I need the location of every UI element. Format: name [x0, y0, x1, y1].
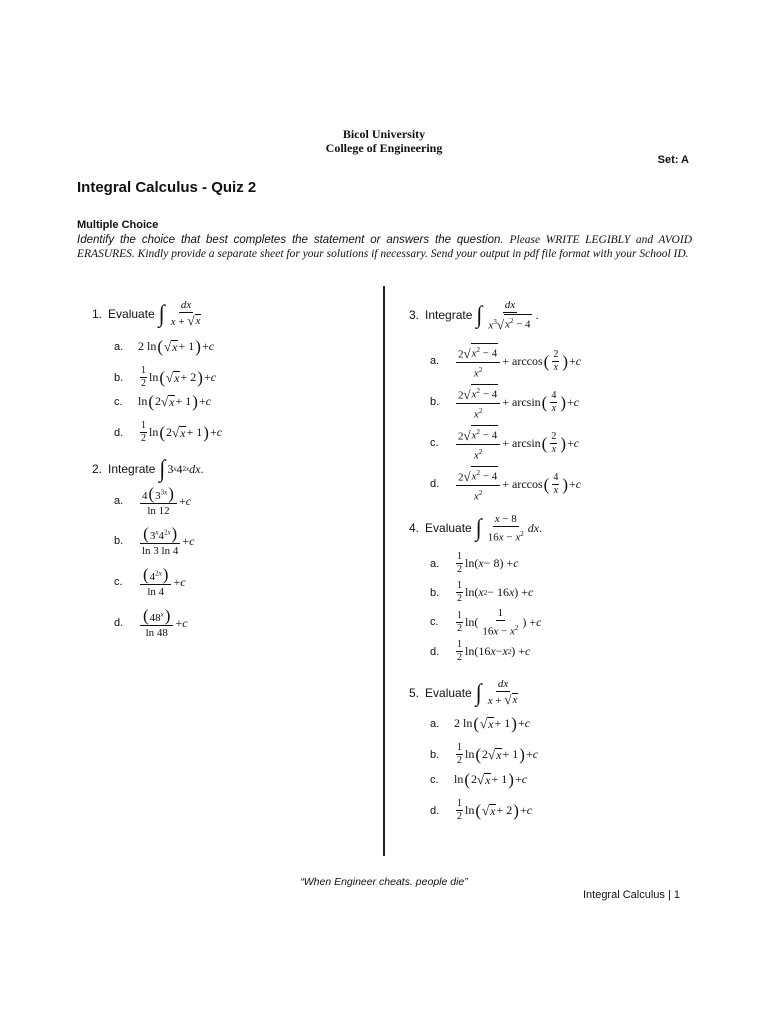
option-expression: 2 √ $x^2 - 4$ $x^2$ + arccos ( $\frac{4}{x}$ ) + c — [454, 466, 581, 502]
option-letter: d. — [430, 478, 440, 491]
q3-option-c[interactable] — [430, 425, 579, 461]
question-5 — [409, 678, 522, 707]
option-expression: $\frac{(48^x)}{\ln 48}$ + c — [138, 607, 188, 639]
q1-option-d[interactable] — [114, 421, 222, 444]
q5-option-d[interactable] — [430, 799, 532, 822]
option-letter: b. — [114, 371, 124, 384]
question-expression: ∫ 3 x 4 2x dx . — [159, 454, 204, 483]
option-expression: 2 √ $x^2 - 4$ $x^2$ + arcsin ( $\frac{4}{x}$ ) + c — [454, 384, 579, 420]
instructions-part1: Identify the choice that best completes the statement or answers the question. — [77, 234, 504, 246]
option-letter: b. — [430, 396, 440, 409]
question-2 — [92, 454, 204, 483]
option-expression: $\frac{1}{2}$ ln ( 2 √ x + 1 ) + c — [457, 742, 539, 766]
q3-option-a[interactable] — [430, 343, 581, 379]
option-letter: a. — [430, 355, 440, 368]
question-1 — [92, 299, 205, 328]
question-number: 5. — [409, 685, 420, 700]
q3-option-d[interactable] — [430, 466, 581, 502]
q5-option-c[interactable] — [430, 771, 527, 788]
option-letter: b. — [430, 586, 440, 599]
option-letter: a. — [430, 717, 440, 730]
option-letter: d. — [114, 426, 124, 439]
question-expression: ∫ dx x + √ x — [475, 678, 518, 707]
question-number: 4. — [409, 521, 420, 536]
instructions-part2: Please WRITE LEGIBLY and AVOID ERASURES. Kindly provide a separate sheet for your solutions if necessary. Send your output in pdf file format with your School ID. — [77, 234, 692, 260]
q2-option-d[interactable] — [114, 607, 188, 639]
college-name: College of Engineering — [325, 141, 443, 155]
instructions — [77, 233, 692, 261]
question-expression: ∫ $\frac{x - 8}{16x - x^2}$ dx . — [475, 513, 543, 544]
q1-option-b[interactable] — [114, 366, 216, 389]
option-expression: 2 ln ( √ x + 1 ) + c — [138, 337, 215, 356]
option-expression: $\frac{1}{2}$ ln ( √ x + 2 ) + c — [141, 365, 217, 389]
question-verb: Integrate — [108, 462, 156, 476]
q2-option-a[interactable] — [114, 485, 191, 517]
option-letter: c. — [430, 437, 439, 450]
q1-option-a[interactable] — [114, 338, 214, 355]
q4-option-d[interactable] — [430, 640, 530, 663]
option-letter: c. — [430, 616, 439, 629]
option-expression: $\frac{1}{2}$ ln( x − 8) + c — [457, 551, 519, 575]
question-number: 1. — [92, 306, 103, 321]
section-heading: Multiple Choice — [77, 219, 159, 231]
question-expression: ∫ dx $x^3$ √ $x^2 - 4$ . — [476, 299, 539, 332]
option-letter: c. — [114, 576, 123, 588]
q1-option-c[interactable] — [114, 393, 211, 410]
option-expression: $\frac{(3^x4^{2x})}{\ln 3 \ln 4}$ + c — [142, 524, 195, 557]
option-letter: b. — [430, 748, 440, 761]
option-expression: $\frac{1}{2}$ ln ( √ x + 2 ) + c — [457, 798, 533, 822]
question-number: 3. — [409, 308, 420, 323]
question-verb: Evaluate — [425, 685, 472, 700]
q2-option-b[interactable] — [114, 525, 194, 557]
option-expression: $\frac{4(3^{3x})}{\ln 12}$ + c — [142, 484, 192, 517]
option-expression: $\frac{1}{2}$ ln(16 x − x 2 ) + c — [457, 639, 531, 663]
question-verb: Evaluate — [108, 306, 155, 321]
question-number: 2. — [92, 462, 103, 476]
option-expression: 2 ln ( √ x + 1 ) + c — [454, 714, 531, 733]
option-expression: 2 √ $x^2 - 4$ $x^2$ + arccos ( $\frac{2}{x}$ ) + c — [454, 343, 581, 379]
option-expression: $\frac{1}{2}$ ln( $\frac{1}{16x - x^2}$ ) + c — [457, 607, 542, 638]
page-footer: Integral Calculus | 1 — [582, 889, 680, 901]
option-letter: c. — [114, 395, 123, 408]
option-letter: d. — [430, 645, 440, 658]
option-letter: a. — [114, 340, 124, 353]
university-name: Bicol University — [342, 127, 426, 141]
option-letter: d. — [430, 804, 440, 817]
option-expression: $\frac{(4^{2x})}{\ln 4}$ + c — [138, 566, 186, 598]
q5-option-a[interactable] — [430, 715, 530, 732]
question-4 — [409, 513, 542, 544]
option-expression: 2 √ $x^2 - 4$ $x^2$ + arcsin ( $\frac{2}{x}$ ) + c — [454, 425, 579, 461]
option-letter: d. — [114, 617, 124, 629]
column-divider — [383, 286, 385, 856]
question-verb: Evaluate — [425, 521, 472, 536]
q5-option-b[interactable] — [430, 743, 538, 766]
option-letter: a. — [430, 557, 440, 570]
question-verb: Integrate — [425, 308, 473, 323]
set-label: Set: A — [657, 154, 689, 166]
q4-option-c[interactable] — [430, 607, 541, 638]
option-expression: $\frac{1}{2}$ ln( x 2 − 16 x ) + c — [457, 580, 534, 604]
footer-quote: “When Engineer cheats. people die” — [300, 876, 468, 888]
option-letter: c. — [430, 773, 439, 786]
q2-option-c[interactable] — [114, 566, 186, 598]
quiz-title: Integral Calculus - Quiz 2 — [77, 179, 257, 196]
option-expression: $\frac{1}{2}$ ln ( 2 √ x + 1 ) + c — [141, 420, 223, 444]
question-3 — [409, 299, 539, 332]
q4-option-b[interactable] — [430, 581, 533, 604]
q3-option-b[interactable] — [430, 384, 579, 420]
option-expression: ln ( 2 √ x + 1 ) + c — [138, 392, 212, 411]
option-expression: ln ( 2 √ x + 1 ) + c — [454, 770, 528, 789]
q4-option-a[interactable] — [430, 552, 519, 575]
question-expression: ∫ dx x + √ x — [158, 299, 201, 328]
option-letter: b. — [114, 535, 124, 547]
option-letter: a. — [114, 495, 124, 507]
